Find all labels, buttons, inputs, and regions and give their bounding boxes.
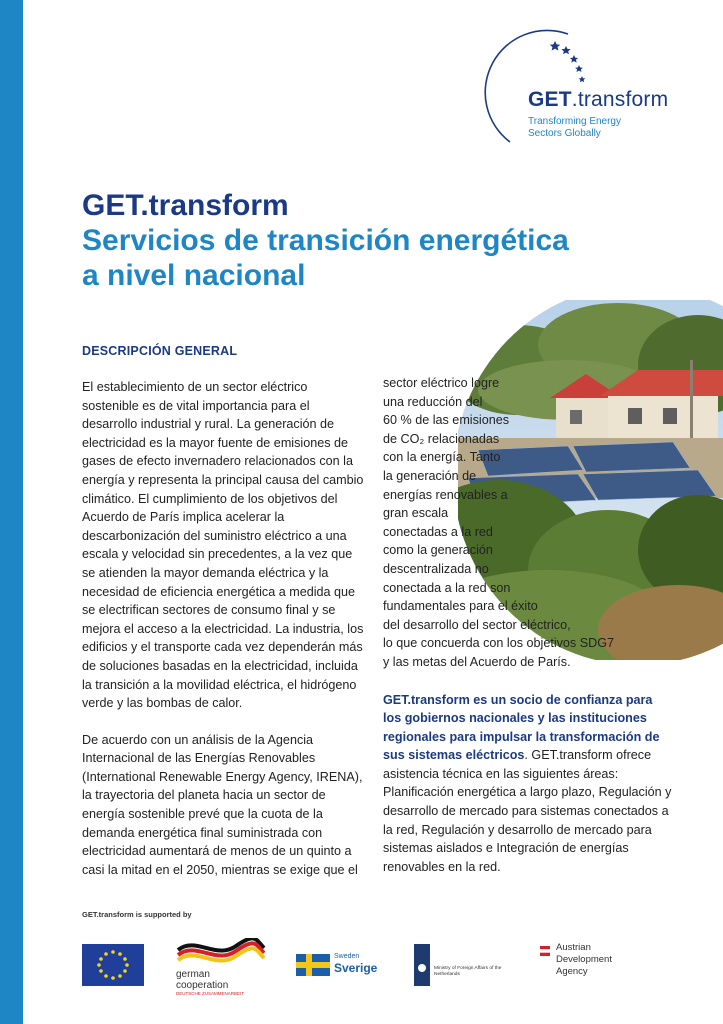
logo-wordmark: GET.transform — [528, 88, 669, 111]
text-line: descentralizada no — [383, 561, 489, 576]
text-line: con la energía. Tanto — [383, 450, 501, 465]
highlight-paragraph — [383, 691, 673, 877]
text-line: sector eléctrico logre — [383, 376, 500, 390]
text-line: la generación de — [383, 468, 477, 483]
text-line: fundamentales para el éxito — [383, 599, 538, 614]
left-accent-bar — [0, 0, 23, 1024]
left-paragraph-2: De acuerdo con un análisis de la Agencia Internacional de las Energías Renovables (International Renewable Energy Agency, IRENA), la trayectoria del planeta hacia un sector de energía sostenible prevé que la cuota de la demanda energética final suministrada con electricidad aumentará de menos de un quinto a casi la mitad en el 2050, mientras se exige que el — [82, 732, 363, 877]
logo-tagline: Transforming Energy Sectors Globally — [528, 116, 621, 139]
supporter-logos — [82, 938, 702, 998]
title-line-2: Servicios de transición energética — [82, 224, 569, 257]
title-line-3: a nivel nacional — [82, 259, 306, 292]
text-line: de CO₂ relacionadas — [383, 431, 500, 446]
text-line: y las metas del Acuerdo de París. — [383, 654, 571, 669]
left-column — [82, 378, 367, 879]
eu-flag-icon — [82, 944, 144, 991]
german-flag-wave-icon — [176, 938, 266, 964]
section-heading: DESCRIPCIÓN GENERAL — [82, 344, 238, 358]
german-cooperation-logo — [176, 938, 266, 997]
text-line: una reducción del — [383, 394, 483, 409]
austria-text: Austrian Development Agency — [556, 942, 612, 977]
sweden-text: Sweden Sverige — [334, 953, 378, 975]
netherlands-crest-icon — [414, 944, 430, 986]
text-line: conectadas a la red — [383, 524, 493, 539]
supported-by-label: GET.transform is supported by — [82, 910, 192, 919]
text-line: del desarrollo del sector eléctrico, — [383, 617, 571, 632]
highlight-bold: GET.transform es un socio de confianza para los gobiernos nacionales y las instituciones regionales para impulsar la transformación de sus sistemas eléctricos — [383, 692, 660, 763]
german-text: german cooperation DEUTSCHE ZUSAMMENARBEIT — [176, 969, 245, 996]
netherlands-text: Ministry of Foreign Affairs of the Netherlands — [434, 966, 502, 977]
right-column — [383, 374, 673, 876]
right-column-lines — [383, 374, 673, 672]
get-transform-logo — [480, 24, 700, 154]
sweden-flag-icon — [296, 954, 330, 976]
austria-flag-icon — [540, 946, 550, 956]
title-line-1: GET.transform — [82, 189, 289, 222]
text-line: conectada a la red son — [383, 580, 511, 595]
text-line: gran escala — [383, 506, 449, 521]
page-title — [82, 188, 682, 293]
text-line: como la generación — [383, 543, 493, 558]
text-line: lo que concuerda con los objetivos SDG7 — [383, 636, 615, 651]
left-paragraph-1: El establecimiento de un sector eléctrico sostenible es de vital importancia para el desarrollo industrial y rural. La generación de electricidad es la mayor fuente de emisiones de gases de efecto invernadero relacionados con la energía y representa la principal causa del cambio climático. El cumplimiento de los objetivos del Acuerdo de París implica acelerar la descarbonización del suministro eléctrico a una escala y velocidad sin precedentes, a la vez que se atienden la mayor demanda eléctrica y la necesidad de eficiencia energética a medida que se electrifican sectores de consumo final y se mejora el acceso a la electricidad. La industria, los edificios y el transporte cada vez dependerán más de soluciones basadas en la electricidad, incluida la transición a la movilidad eléctrica, el hidrógeno verde y las bombas de calor. — [82, 380, 364, 711]
text-line: energías renovables a — [383, 487, 508, 502]
text-line: 60 % de las emisiones — [383, 413, 510, 428]
highlight-rest: . GET.transform ofrece asistencia técnica en las siguientes áreas: Planificación energética a largo plazo, Regulación y desarrollo de mercado para sistemas conectados a la red, Regulación y desarrollo de mercado para sistemas aislados e Integración de energías renovables en la red. — [383, 748, 672, 874]
